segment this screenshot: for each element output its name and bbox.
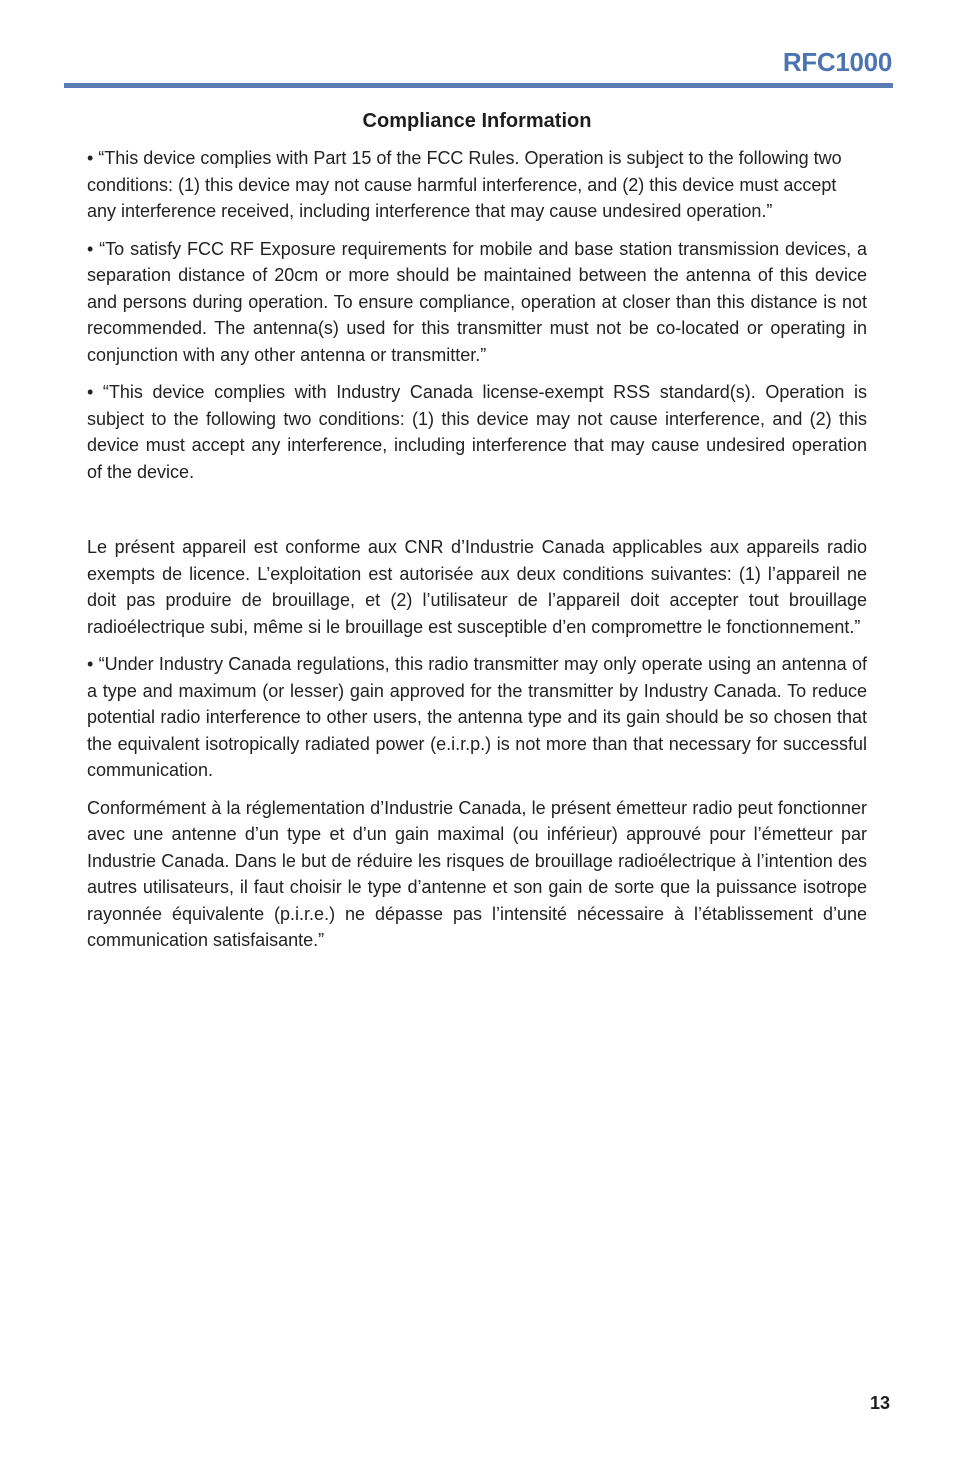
paragraph-fcc-rf-exposure: • “To satisfy FCC RF Exposure requirements for mobile and base station transmission devices, a separation distance of 20cm or more should be maintained between the antenna of this device and persons during operation. To ensure compliance, operation at closer than this distance is not recommended. The antenna(s) used for this transmitter must not be co-located or operating in conjunction with any other antenna or transmitter.”	[87, 238, 867, 365]
paragraph-industry-canada-rss-french: Le présent appareil est conforme aux CNR d’Industrie Canada applicables aux appareils radio exempts de licence. L’exploitation est autorisée aux deux conditions suivantes: (1) l’appareil ne doit pas produire de brouillage, et (2) l’utilisateur de l’appareil doit accepter tout brouillage radioélectrique subi, même si le brouillage est susceptible d’en compromettre le fonctionnement.”	[87, 537, 867, 637]
paragraph-industry-canada-antenna: • “Under Industry Canada regulations, this radio transmitter may only operate using an antenna of a type and maximum (or lesser) gain approved for the transmitter by Industry Canada. To reduce potential radio interference to other users, the antenna type and its gain should be so chosen that the equivalent isotropically radiated power (e.i.r.p.) is not more than that necessary for successful communication.	[87, 654, 867, 780]
page-number: 13	[869, 1393, 890, 1413]
page-content	[87, 106, 867, 965]
paragraph-industry-canada-rss: • “This device complies with Industry Canada license-exempt RSS standard(s). Operation is subject to the following two conditions: (1) this device may not cause interference, and (2) this device must accept any interference, including interference that may cause undesired operation of the device.	[87, 382, 867, 482]
paragraph-spacer	[87, 496, 867, 534]
paragraph-fcc-part15: • “This device complies with Part 15 of the FCC Rules. Operation is subject to the following two conditions: (1) this device may not cause harmful interference, and (2) this device must accept any interference received, including interference that may cause undesired operation.”	[87, 148, 842, 221]
paragraph-industry-canada-antenna-french: Conformément à la réglementation d’Industrie Canada, le présent émetteur radio peut fonctionner avec une antenne d’un type et d’un gain maximal (ou inférieur) approuvé pour l’émetteur par Industrie Canada. Dans le but de réduire les risques de brouillage radioélectrique à l’intention des autres utilisateurs, il faut choisir le type d’antenne et son gain de sorte que la puissance isotrope rayonnée équivalente (p.i.r.e.) ne dépasse pas l’intensité nécessaire à l’établissement d’une communication satisfaisante.”	[87, 797, 867, 950]
page-header-title: RFC1000	[782, 47, 892, 77]
header-divider	[64, 83, 893, 88]
section-title: Compliance Information	[362, 110, 592, 132]
